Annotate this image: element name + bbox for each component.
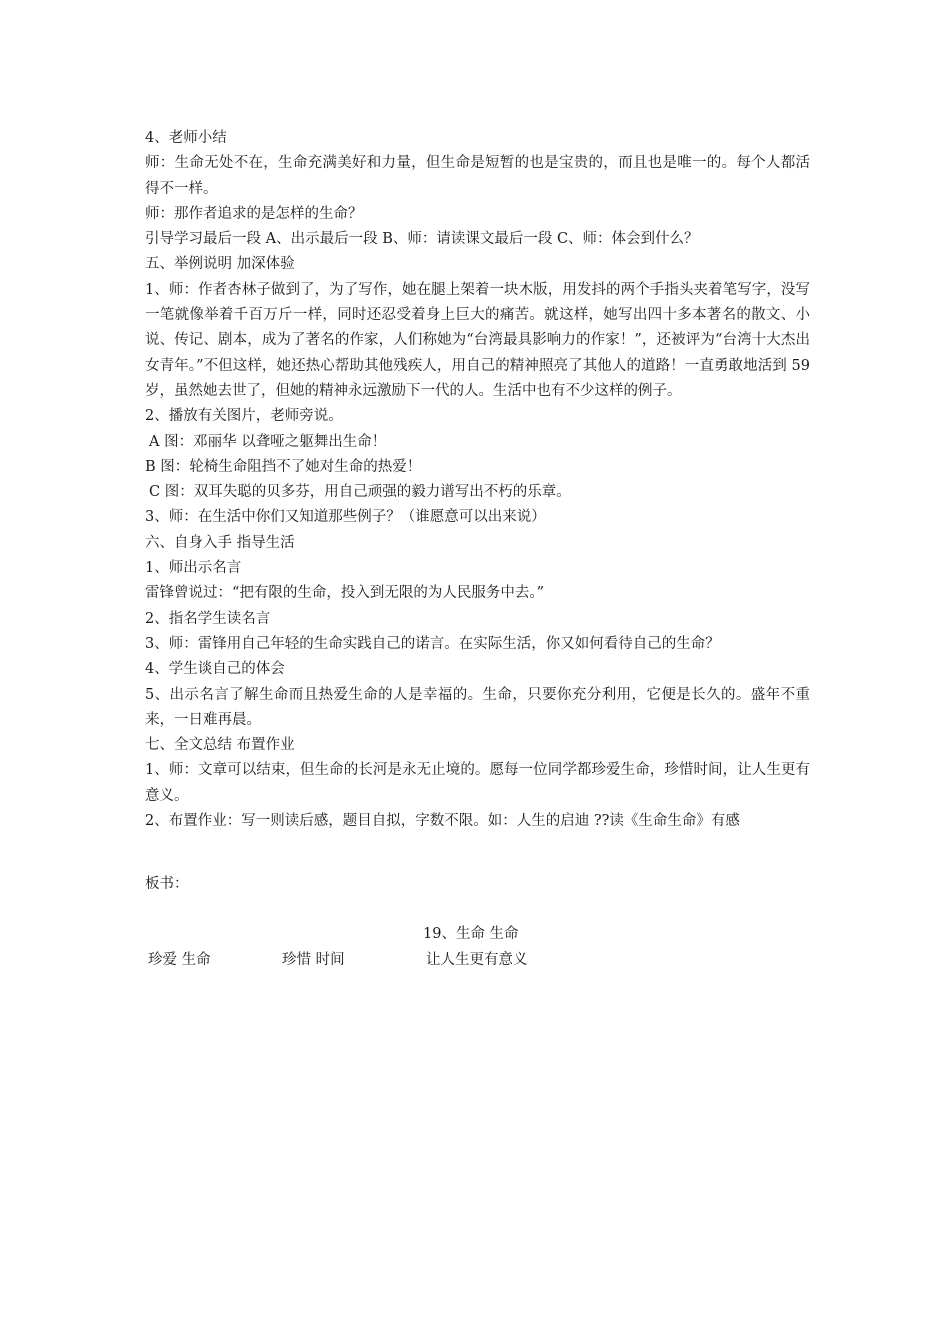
paragraph-picture-a: A 图：邓丽华 以聋哑之躯舞出生命！ (149, 433, 387, 450)
paragraph-maxim: 5、出示名言了解生命而且热爱生命的人是幸福的。生命，只要你充分利用，它便是长久的。盛年不重来，一日难再晨。 (145, 686, 810, 728)
paragraph-example-2: 2、播放有关图片，老师旁说。 (145, 408, 343, 425)
paragraph-homework: 2、布置作业：写一则读后感，题目自拟，字数不限。如：人生的启迪 ??读《生命生命》有感 (145, 813, 740, 830)
paragraph-guide: 引导学习最后一段 A、出示最后一段 B、师：请读课文最后一段 C、师：体会到什么？ (145, 231, 699, 248)
board-item-cherish-time: 珍惜 时间 (282, 952, 345, 968)
paragraph-example-1: 1、师：作者杏林子做到了，为了写作，她在腿上架着一块木版，用发抖的两个手指头夹着笔写字，没写一笔就像举着千百万斤一样，同时还忍受着身上巨大的痛苦。就这样，她写出四十多本著名的散文、小说、传记、剧本，成为了著名的作家，人们称她为“台湾最具影响力的作家！”，还被评为“台湾十大杰出女青年。”不但这样，她还热心帮助其他残疾人，用自己的精神照亮了其他人的道路！一直勇敢地活到 59 岁，虽然她去世了，但她的精神永远激励下一代的人。生活中也有不少这样的例子。 (145, 281, 810, 399)
paragraph-conclusion: 1、师：文章可以结束，但生命的长河是永无止境的。愿每一位同学都珍爱生命，珍惜时间，让人生更有意义。 (145, 762, 810, 804)
paragraph-example-3: 3、师：在生活中你们又知道那些例子？（谁愿意可以出来说） (145, 509, 546, 526)
paragraph-picture-b: B 图：轮椅生命阻挡不了她对生命的热爱！ (145, 458, 422, 475)
paragraph-summary-heading: 4、老师小结 (145, 130, 227, 146)
board-title: 19、生命 生命 (423, 926, 519, 942)
paragraph-share: 4、学生谈自己的体会 (145, 661, 285, 678)
paragraph-question: 师：那作者追求的是怎样的生命？ (145, 205, 363, 222)
lesson-body (145, 126, 810, 834)
paragraph-picture-c: C 图：双耳失聪的贝多芬，用自己顽强的毅力谱写出不朽的乐章。 (149, 484, 571, 501)
paragraph-quote-intro: 1、师出示名言 (145, 560, 242, 577)
paragraph-read-quote: 2、指名学生读名言 (145, 610, 271, 627)
board-label: 板书： (145, 876, 189, 892)
paragraph-quote: 雷锋曾说过：“把有限的生命，投入到无限的为人民服务中去。” (145, 585, 545, 602)
section-heading-7: 七、全文总结 布置作业 (145, 737, 295, 754)
paragraph-summary: 师：生命无处不在，生命充满美好和力量，但生命是短暂的也是宝贵的，而且也是唯一的。每个人都活得不一样。 (145, 155, 810, 197)
board-item-meaningful-life: 让人生更有意义 (426, 952, 528, 968)
paragraph-reflect: 3、师：雷锋用自己年轻的生命实践自己的诺言。在实际生活，你又如何看待自己的生命？ (145, 635, 720, 652)
board-item-cherish-life: 珍爱 生命 (148, 952, 211, 968)
section-heading-5: 五、举例说明 加深体验 (145, 256, 295, 273)
section-heading-6: 六、自身入手 指导生活 (145, 534, 295, 551)
